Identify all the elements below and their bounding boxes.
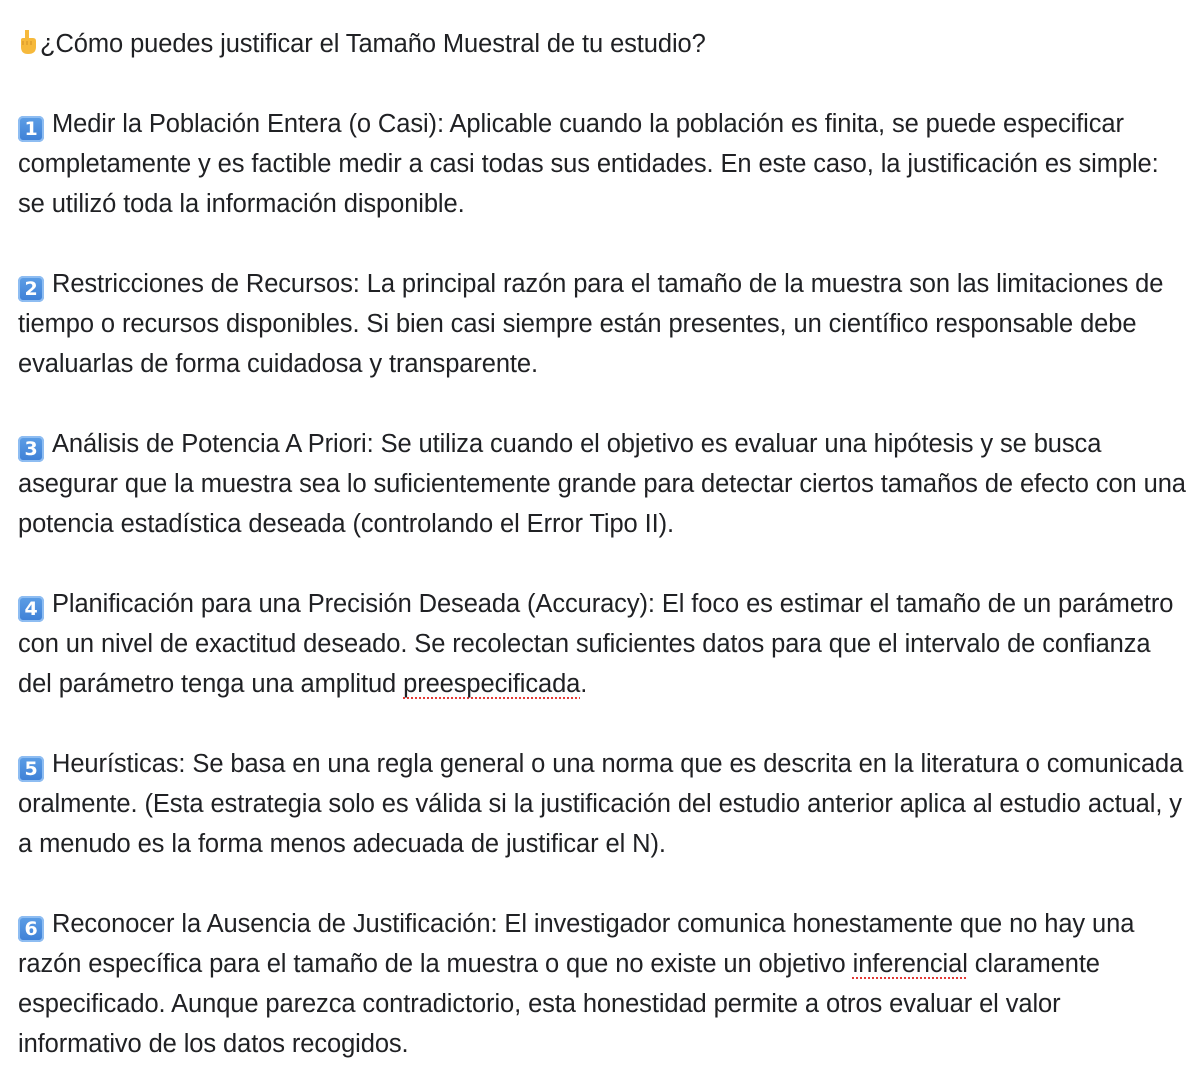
header-line (18, 24, 1188, 64)
list-item (18, 104, 1188, 224)
list-item (18, 584, 1188, 704)
item-text: Análisis de Potencia A Priori: Se utiliza cuando el objetivo es evaluar una hipótesis y se busca asegurar que la muestra sea lo suficientemente grande para detectar ciertos tamaños de efecto con una potencia estadística deseada (controlando el Error Tipo II). (18, 430, 1186, 538)
document-body (18, 24, 1188, 1064)
pointing-down-hand-icon (18, 29, 38, 55)
keycap-one-icon: 1 (18, 116, 44, 142)
item-text-end: claramente especificado. Aunque parezca contradictorio, esta honestidad permite a otros evaluar el valor informativo de los datos recogidos. (18, 950, 1100, 1058)
keycap-three-icon: 3 (18, 436, 44, 462)
list-item (18, 744, 1188, 864)
keycap-six-icon: 6 (18, 916, 44, 942)
spellcheck-flagged-word[interactable]: inferencial (852, 950, 968, 978)
header-title: ¿Cómo puedes justificar el Tamaño Muestral de tu estudio? (40, 30, 706, 58)
spellcheck-flagged-word[interactable]: preespecificada (403, 670, 581, 698)
item-text: Heurísticas: Se basa en una regla general o una norma que es descrita en la literatura o comunicada oralmente. (Esta estrategia solo es válida si la justificación del estudio anterior aplica al estudio actual, y a menudo es la forma menos adecuada de justificar el N). (18, 750, 1184, 858)
keycap-four-icon: 4 (18, 596, 44, 622)
item-text: Restricciones de Recursos: La principal razón para el tamaño de la muestra son las limitaciones de tiempo o recursos disponibles. Si bien casi siempre están presentes, un científico responsable debe evaluarlas de forma cuidadosa y transparente. (18, 270, 1164, 378)
item-text: Planificación para una Precisión Deseada (Accuracy): El foco es estimar el tamaño de un parámetro con un nivel de exactitud deseado. Se recolectan suficientes datos para que el intervalo de confianza del parámetro tenga una amplitud (18, 590, 1174, 698)
item-text-end: . (580, 670, 588, 698)
item-text: Medir la Población Entera (o Casi): Aplicable cuando la población es finita, se puede especificar completamente y es factible medir a casi todas sus entidades. En este caso, la justificación es simple: se utilizó toda la información disponible. (18, 110, 1159, 218)
list-item (18, 264, 1188, 384)
keycap-two-icon: 2 (18, 276, 44, 302)
item-text: Reconocer la Ausencia de Justificación: El investigador comunica honestamente que no hay una razón específica para el tamaño de la muestra o que no existe un objetivo (18, 910, 1135, 978)
keycap-five-icon: 5 (18, 756, 44, 782)
list-item (18, 904, 1188, 1064)
list-item (18, 424, 1188, 544)
